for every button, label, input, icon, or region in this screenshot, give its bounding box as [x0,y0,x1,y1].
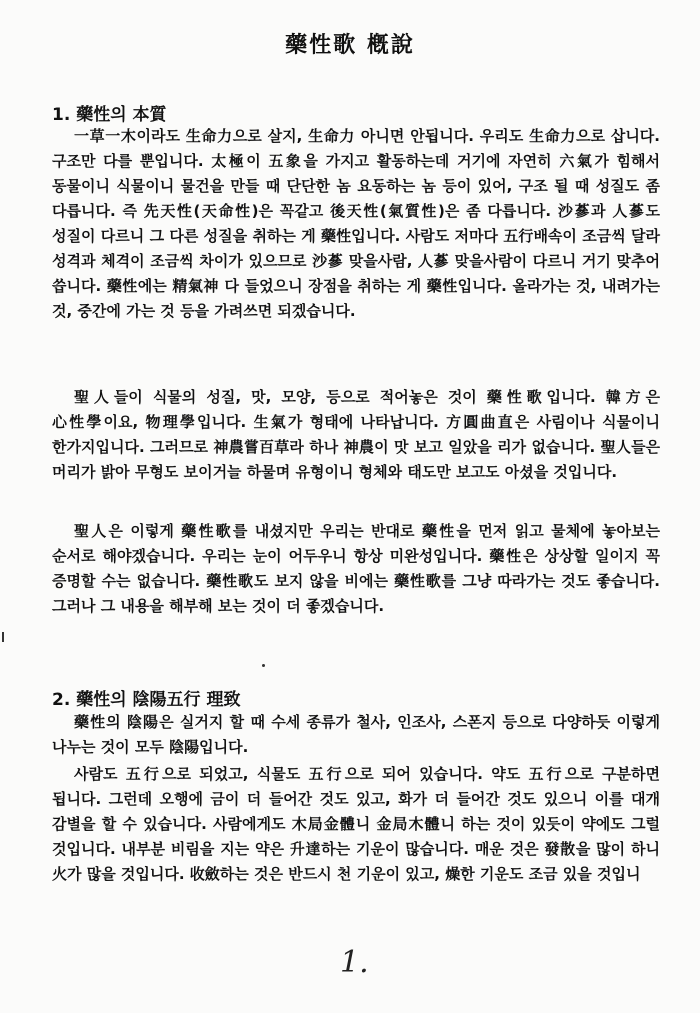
paragraph: 一草一木이라도 生命力으로 살지, 生命力 아니면 안됩니다. 우리도 生命力으로 삽니다. 구조만 다를 뿐입니다. 太極이 五象을 가지고 활동하는데 거기에 자연히 六氣가 힘해서 동물이니 식물이니 물건을 만들 때 단단한 놈 요동하는 놈 등이 있어, 구조 될 때 성질도 좀 다릅니다. 즉 先天性(天命性)은 꼭같고 後天性(氣質性)은 좀 다릅니다. 沙蔘과 人蔘도 성질이 다르니 그 다른 성질을 취하는 게 藥性입니다. 사람도 저마다 五行배속이 조금씩 달라 성격과 체격이 조금씩 차이가 있으므로 沙蔘 맞을사람, 人蔘 맞을사람이 다르니 거기 맞추어 씁니다. 藥性에는 精氣神 다 들었으니 장점을 취하는 게 藥性입니다. 올라가는 것, 내려가는 것, 중간에 가는 것 등을 가려쓰면 되겠습니다. [52,127,660,320]
page-number: 1. [340,945,369,980]
section-heading-1: 1. 藥性의 本質 [52,105,167,125]
paragraph: 藥性의 陰陽은 실거지 할 때 수세 종류가 철사, 인조사, 스폰지 등으로 다양하듯 이렇게 나누는 것이 모두 陰陽입니다. [52,713,660,756]
scan-speck [262,664,265,667]
paragraph: 사람도 五行으로 되었고, 식물도 五行으로 되어 있습니다. 약도 五行으로 구분하면 됩니다. 그런데 오행에 금이 더 들어간 것도 있고, 화가 더 들어간 것도 있으니 이를 대개 감별을 할 수 있습니다. 사람에게도 木局金體니 金局木體니 하는 것이 있듯이 약에도 그럴 것입니다. 내부분 비림을 지는 약은 升達하는 기운이 많습니다. 매운 것은 發散을 많이 하니 火가 많을 것입니다. 收斂하는 것은 반드시 천 기운이 있고, 燥한 기운도 조금 있을 것입니 [52,765,660,883]
page-title: 藥性歌 槪說 [285,33,415,58]
paragraph: 聖人들이 식물의 성질, 맛, 모양, 등으로 적어놓은 것이 藥性歌입니다. 韓方은 心性學이요, 物理學입니다. 生氣가 형태에 나타납니다. 方圓曲直은 사림이나 식물이니 한가지입니다. 그러므로 神農嘗百草라 하나 神農이 맛 보고 일았을 리가 없습니다. 聖人들은 머리가 밝아 무형도 보이거늘 하물며 유형이니 형체와 태도만 보고도 아셨을 것입니다. [52,388,660,481]
paragraph: 聖人은 이렇게 藥性歌를 내셨지만 우리는 반대로 藥性을 먼저 읽고 물체에 놓아보는 순서로 해야겠습니다. 우리는 눈이 어두우니 항상 미완성입니다. 藥性은 상상할 일이지 꼭 증명할 수는 없습니다. 藥性歌도 보지 않을 비에는 藥性歌를 그냥 따라가는 것도 좋습니다. 그러나 그 내용을 해부해 보는 것이 더 좋겠습니다. [52,522,660,615]
section-heading-2: 2. 藥性의 陰陽五行 理致 [52,690,241,710]
scan-mark [2,632,4,642]
